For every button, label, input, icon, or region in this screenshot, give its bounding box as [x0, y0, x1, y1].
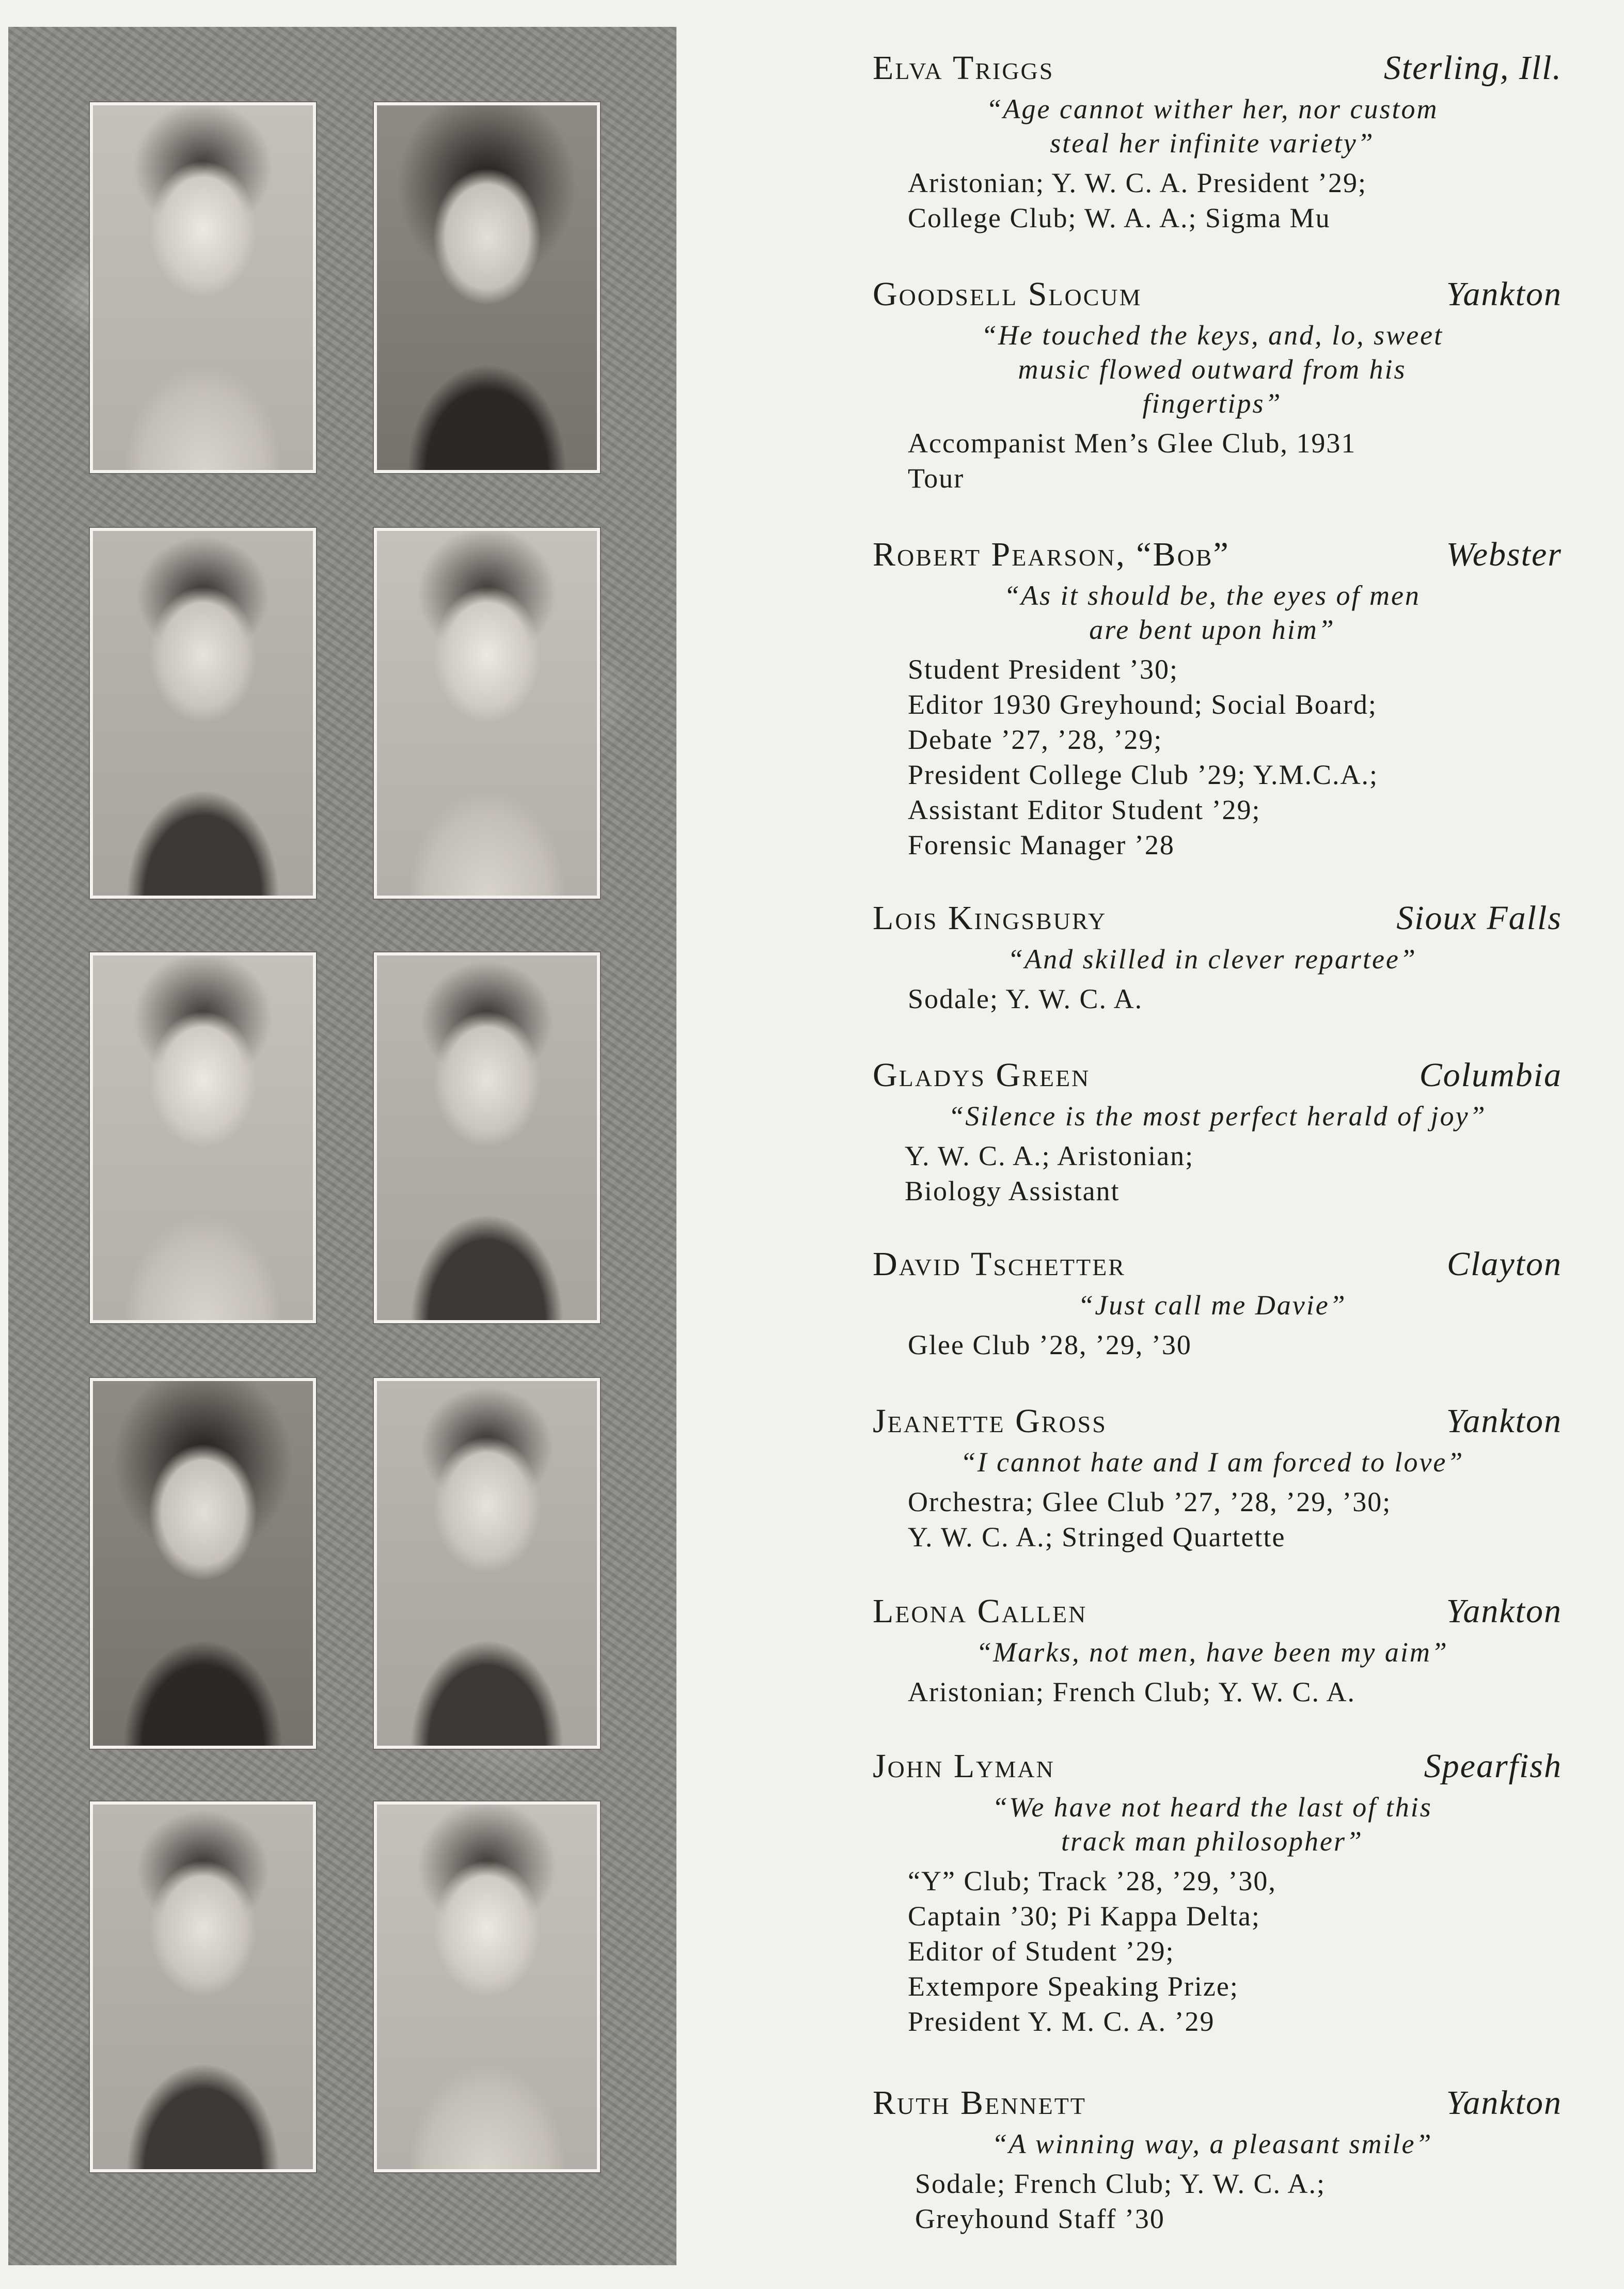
activity-line: Debate ’27, ’28, ’29;	[908, 724, 1163, 755]
activity-line: Extempore Speaking Prize;	[908, 1971, 1239, 2002]
quote-line: “Marks, not men, have been my aim”	[976, 1637, 1448, 1668]
activity-line: Y. W. C. A.; Aristonian;	[905, 1140, 1194, 1171]
bio-entry-john-lyman	[873, 1743, 1562, 2039]
portrait-photo	[90, 528, 316, 899]
quote-line: “I cannot hate and I am forced to love”	[960, 1447, 1464, 1478]
student-name: Leona Callen	[873, 1592, 1087, 1630]
student-name: Ruth Bennett	[873, 2084, 1086, 2122]
quote-line: “Age cannot wither her, nor custom	[986, 93, 1439, 124]
quote	[883, 1790, 1541, 1858]
hometown: Yankton	[1446, 275, 1562, 313]
activities	[908, 1863, 1562, 2039]
student-name: Elva Triggs	[873, 49, 1054, 87]
student-name: Lois Kingsbury	[873, 899, 1107, 937]
student-name: John Lyman	[873, 1747, 1055, 1785]
activities	[908, 981, 1562, 1016]
quote-line: fingertips”	[1142, 388, 1282, 419]
student-name: Robert Pearson, “Bob”	[873, 536, 1230, 573]
activity-line: Sodale; French Club; Y. W. C. A.;	[915, 2168, 1326, 2199]
activities	[908, 1327, 1562, 1362]
hometown: Yankton	[1446, 2084, 1562, 2122]
activities	[905, 1138, 1562, 1209]
hometown: Clayton	[1447, 1245, 1562, 1283]
biography-list	[873, 0, 1562, 2289]
portrait-photo	[374, 1801, 600, 2172]
quote	[883, 92, 1541, 160]
quote-line: track man philosopher”	[1061, 1826, 1363, 1857]
portrait-photo	[90, 1801, 316, 2172]
student-name: David Tschetter	[873, 1245, 1126, 1283]
hometown: Sioux Falls	[1396, 899, 1562, 937]
activity-line: Orchestra; Glee Club ’27, ’28, ’29, ’30;	[908, 1486, 1392, 1517]
activity-line: Assistant Editor Student ’29;	[908, 794, 1261, 825]
activity-line: Y. W. C. A.; Stringed Quartette	[908, 1522, 1286, 1553]
quote	[873, 1099, 1562, 1133]
activity-line: Aristonian; Y. W. C. A. President ’29;	[908, 167, 1367, 198]
student-name: Gladys Green	[873, 1056, 1091, 1094]
activity-line: Sodale; Y. W. C. A.	[908, 983, 1143, 1014]
activity-line: Accompanist Men’s Glee Club, 1931	[908, 428, 1357, 459]
quote-line: “Silence is the most perfect herald of joy”	[948, 1101, 1487, 1132]
activity-line: Biology Assistant	[905, 1175, 1120, 1206]
quote-line: are bent upon him”	[1089, 614, 1335, 645]
student-name: Jeanette Gross	[873, 1402, 1107, 1440]
activity-line: Editor 1930 Greyhound; Social Board;	[908, 689, 1377, 720]
activity-line: Editor of Student ’29;	[908, 1936, 1175, 1967]
activity-line: “Y” Club; Track ’28, ’29, ’30,	[908, 1865, 1276, 1896]
photo-panel	[8, 27, 676, 2265]
activities	[908, 165, 1562, 236]
activities	[915, 2166, 1562, 2236]
quote	[883, 942, 1541, 976]
portrait-photo	[90, 1378, 316, 1749]
quote-line: “As it should be, the eyes of men	[1004, 580, 1421, 611]
activity-line: Aristonian; French Club; Y. W. C. A.	[908, 1676, 1356, 1707]
activity-line: Student President ’30;	[908, 654, 1178, 685]
activities	[908, 652, 1562, 863]
hometown: Spearfish	[1424, 1747, 1562, 1785]
quote-line: “He touched the keys, and, lo, sweet	[981, 320, 1444, 351]
portrait-photo	[374, 528, 600, 899]
activities	[908, 1484, 1562, 1555]
bio-entry-goodsell-slocum	[873, 271, 1562, 496]
activities	[908, 426, 1562, 496]
hometown: Yankton	[1446, 1592, 1562, 1630]
activity-line: President College Club ’29; Y.M.C.A.;	[908, 759, 1378, 790]
bio-entry-leona-callen	[873, 1588, 1562, 1710]
portrait-photo	[374, 952, 600, 1323]
bio-entry-robert-pearson	[873, 531, 1562, 863]
quote-line: “And skilled in clever repartee”	[1007, 944, 1417, 975]
quote-line: “A winning way, a pleasant smile”	[991, 2128, 1433, 2159]
hometown: Columbia	[1419, 1056, 1562, 1094]
quote	[883, 1635, 1541, 1669]
quote	[883, 2127, 1541, 2161]
activity-line: President Y. M. C. A. ’29	[908, 2006, 1215, 2037]
hometown: Sterling, Ill.	[1383, 49, 1562, 87]
activity-line: Forensic Manager ’28	[908, 829, 1175, 860]
portrait-photo	[374, 102, 600, 473]
bio-entry-david-tschetter	[873, 1241, 1562, 1362]
activity-line: Tour	[908, 463, 965, 494]
student-name: Goodsell Slocum	[873, 275, 1142, 313]
hometown: Yankton	[1446, 1402, 1562, 1440]
activities	[908, 1674, 1562, 1710]
quote-line: “Just call me Davie”	[1078, 1290, 1347, 1321]
activity-line: Greyhound Staff ’30	[915, 2203, 1165, 2234]
quote	[883, 1445, 1541, 1479]
quote	[883, 1288, 1541, 1322]
bio-entry-ruth-bennett	[873, 2079, 1562, 2236]
portrait-photo	[90, 102, 316, 473]
bio-entry-gladys-green	[873, 1052, 1562, 1209]
portrait-photo	[90, 952, 316, 1323]
bio-entry-lois-kingsbury	[873, 895, 1562, 1016]
portrait-photo	[374, 1378, 600, 1749]
quote	[883, 318, 1541, 420]
quote-line: music flowed outward from his	[1018, 354, 1407, 385]
activity-line: Glee Club ’28, ’29, ’30	[908, 1329, 1192, 1360]
quote	[883, 578, 1541, 647]
bio-entry-jeanette-gross	[873, 1398, 1562, 1555]
quote-line: steal her infinite variety”	[1050, 128, 1375, 159]
hometown: Webster	[1446, 536, 1562, 573]
activity-line: Captain ’30; Pi Kappa Delta;	[908, 1901, 1260, 1932]
bio-entry-elva-triggs	[873, 44, 1562, 236]
quote-line: “We have not heard the last of this	[992, 1792, 1432, 1823]
activity-line: College Club; W. A. A.; Sigma Mu	[908, 202, 1331, 233]
